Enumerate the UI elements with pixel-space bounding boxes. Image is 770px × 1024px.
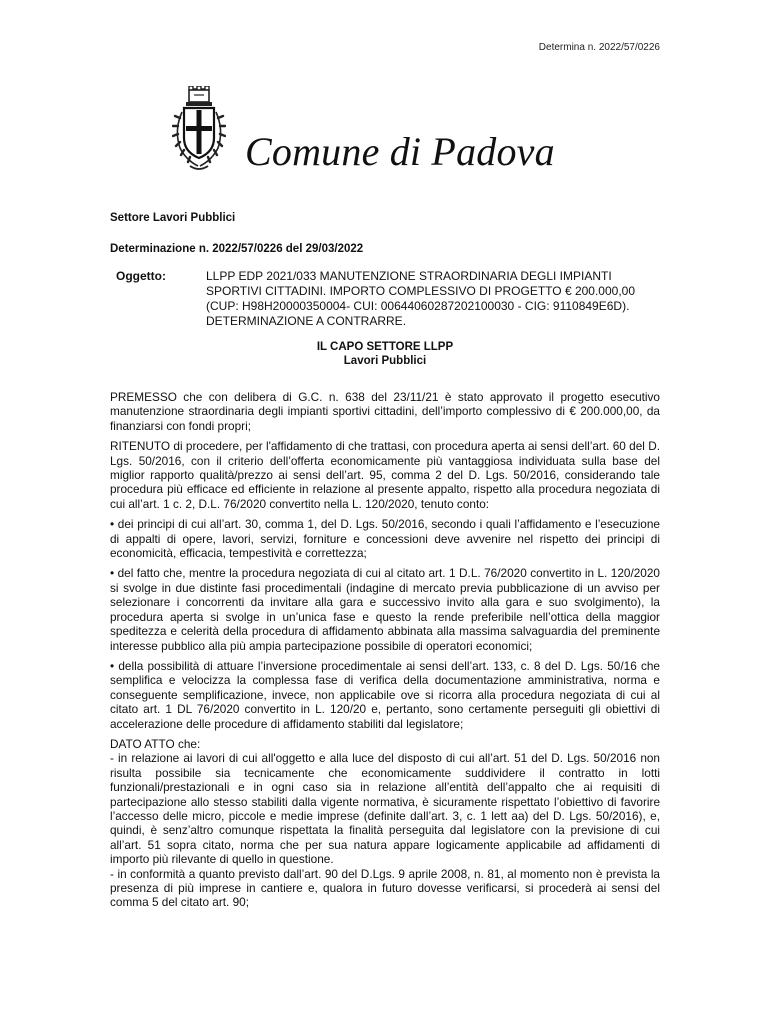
section-heading: [110, 340, 660, 368]
padova-crest-icon: [172, 86, 226, 172]
paragraph-ritenuto: RITENUTO di procedere, per l'affidamento di che trattasi, con procedura aperta ai sensi dell’art. 60 del D. Lgs. 50/2016, con il criterio dell’offerta economicamente più vantaggiosa individuata sulla base del miglior rapporto qualità/prezzo ai sensi dell’art. 95, comma 2 del D. Lgs. 50/2016, considerando tale procedura più efficace ed efficiente in relazione al presente appalto, rispetto alla procedura negoziata di cui all’art. 1 c. 2, D.L. 76/2020 convertito nella L. 120/2020, tenuto conto:: [110, 439, 660, 511]
oggetto-label: Oggetto:: [116, 269, 166, 283]
paragraph-dato-atto: DATO ATTO che:: [110, 736, 201, 751]
document-body: [110, 390, 660, 916]
item-conformita: - in conformità a quanto previsto dall’art. 90 del D.Lgs. 9 aprile 2008, n. 81, al momento non è prevista la presenza di più imprese in cantiere e, qualora in futuro dovesse verificarsi, si procederà ai sensi del comma 5 del citato art. 90;: [110, 866, 660, 910]
determina-reference: Determina n. 2022/57/0226: [538, 42, 660, 53]
comune-title: Comune di Padova: [245, 129, 555, 174]
paragraph-premesso: PREMESSO che con delibera di G.C. n. 638 del 23/11/21 è stato approvato il progetto esecutivo manutenzione straordinaria degli impianti sportivi cittadini, dell’importo complessivo di € 200.000,00, da finanziarsi con fondi propri;: [110, 390, 660, 433]
heading-line-2: Lavori Pubblici: [343, 355, 427, 367]
bullet-procedura: • del fatto che, mentre la procedura negoziata di cui al citato art. 1 D.L. 76/2020 convertito in L. 120/2020 si svolge in due distinte fasi procedimentali (indagine di mercato previa pubblicazione di un avviso per selezionare i concorrenti da invitare alla gara e successivo invito alla gara e suo svolgimento), la procedura aperta si svolge in un’unica fase e questo la rende preferibile nell’ottica della maggior speditezza e celerità della procedura di affidamento abbinata alla massima salvaguardia del preminente interesse pubblico alla più ampia partecipazione possibile di operatori economici;: [110, 566, 660, 653]
bullet-principi: • dei principi di cui all’art. 30, comma 1, del D. Lgs. 50/2016, secondo i quali l’affidamento e l’esecuzione di appalti di opere, lavori, servizi, forniture e concessioni deve avvenire nel rispetto dei principi di economicità, efficacia, tempestività e correttezza;: [110, 517, 660, 561]
determinazione-number: Determinazione n. 2022/57/0226 del 29/03/2022: [110, 243, 364, 255]
bullet-inversione: • della possibilità di attuare l’inversione procedimentale ai sensi dell’art. 133, c. 8 del D. Lgs. 50/16 che semplifica e velocizza la complessa fase di verifica della documentazione amministrativa, norma e conseguente semplificazione, invece, non applicabile ove si ricorra alla procedura negoziata di cui al citato art. 1 DL 76/2020 convertito in L. 120/20 e, pertanto, sono certamente perseguiti gli obiettivi di accelerazione delle procedure di affidamento stabiliti dal legislatore;: [110, 658, 660, 731]
oggetto-text: LLPP EDP 2021/033 MANUTENZIONE STRAORDINARIA DEGLI IMPIANTI SPORTIVI CITTADINI. IMPORTO COMPLESSIVO DI PROGETTO € 200.000,00 (CUP: H98H20000350004- CUI: 00644060287202100030 - CIG: 9110849E6D). DETERMINAZIONE A CONTRARRE.: [206, 269, 636, 328]
item-lotti: - in relazione ai lavori di cui all'oggetto e alla luce del disposto di cui all’art. 51 del D. Lgs. 50/2016 non risulta possibile sia tecnicamente che economicamente suddividere il contratto in lotti funzionali/prestazionali e in ogni caso sia in relazione all’entità dell’appalto che ai requisiti di partecipazione allo stesso stabiliti dalla vigente normativa, è sicuramente rispettato l’obiettivo di favorire l’accesso delle micro, piccole e medie imprese (definite dall’art. 3, c. 1 lett aa) del D. Lgs. 50/2016), e, quindi, è senz’altro comunque rispettata la finalità perseguita dal legislatore con la previsione di cui all’art. 51 sopra citato, norma che per sua natura appare logicamente applicabile ad affidamenti di importo più rilevante di quello in questione.: [110, 751, 660, 867]
heading-line-1: IL CAPO SETTORE LLPP: [316, 341, 454, 353]
settore-label: Settore Lavori Pubblici: [110, 212, 236, 224]
